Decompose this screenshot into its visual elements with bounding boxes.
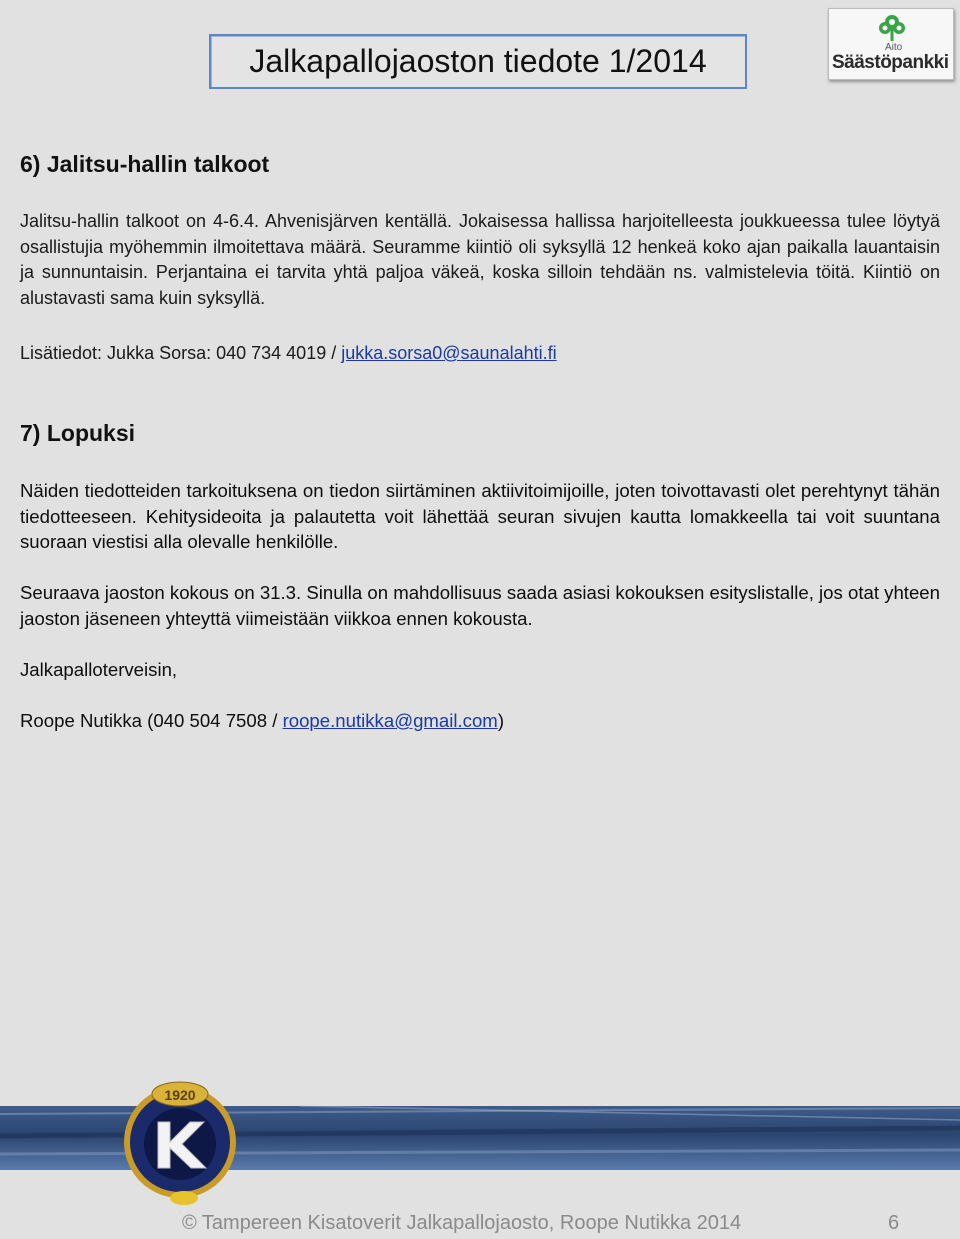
page-number: 6 (888, 1212, 900, 1234)
document-title-text: Jalkapallojaoston tiedote 1/2014 (249, 43, 707, 79)
contact-text: Lisätiedot: Jukka Sorsa: 040 734 4019 / (20, 343, 342, 363)
section7-heading: 7) Lopuksi (20, 420, 136, 446)
section7-paragraph-1: Näiden tiedotteiden tarkoituksena on tiedon siirtäminen aktiivitoimijoille, joten toivottavasti olet perehtynyt tähän tiedotteeseen. Kehitysideoita ja palautetta voit lähettää seuran sivujen kautta lomakkeella tai voit suuntana suoraan viestisi alla olevalle henkilölle. (20, 480, 940, 552)
contact-email-link[interactable]: jukka.sorsa0@saunalahti.fi (341, 343, 557, 363)
saastopankki-logo (828, 8, 954, 80)
signature (20, 708, 940, 734)
signature-text: Roope Nutikka (040 504 7508 / (20, 710, 283, 731)
footer-copyright: © Tampereen Kisatoverit Jalkapallojaosto, Roope Nutikka 2014 (182, 1212, 742, 1234)
tree-icon (877, 13, 907, 43)
section7-paragraph-2: Seuraava jaoston kokous on 31.3. Sinulla on mahdollisuus saada asiasi kokouksen esityslistalle, jos otat yhteen jaoston jäseneen yhteyttä viimeistään viikkoa ennen kokousta. (20, 582, 940, 629)
greeting: Jalkapalloterveisin, (20, 659, 178, 680)
club-badge (118, 1072, 246, 1212)
badge-letter: K (179, 1212, 181, 1213)
badge-year: 1920 (164, 1087, 196, 1103)
document-title (209, 34, 747, 89)
logo-name: Säästöpankki (832, 52, 949, 73)
logo-small-text: Aito (885, 42, 903, 53)
section6-body: Jalitsu-hallin talkoot on 4-6.4. Ahvenisjärven kentällä. Jokaisessa hallissa harjoitelleesta joukkueessa tulee löytyä osallistujia myöhemmin ilmoitettava määrä. Seuramme kiintiö oli syksyllä 12 henkeä koko ajan paikalla lauantaisin ja sunnuntaisin. Perjantaina ei tarvita yhtä paljoa väkeä, koska silloin tehdään ns. valmistelevia töitä. Kiintiö on alustavasti sama kuin syksyllä. (20, 211, 940, 308)
section6-heading: 6) Jalitsu-hallin talkoot (20, 151, 270, 177)
signature-email-link[interactable]: roope.nutikka@gmail.com (282, 710, 498, 731)
section6-contact (20, 341, 940, 367)
signature-close: ) (497, 710, 505, 731)
